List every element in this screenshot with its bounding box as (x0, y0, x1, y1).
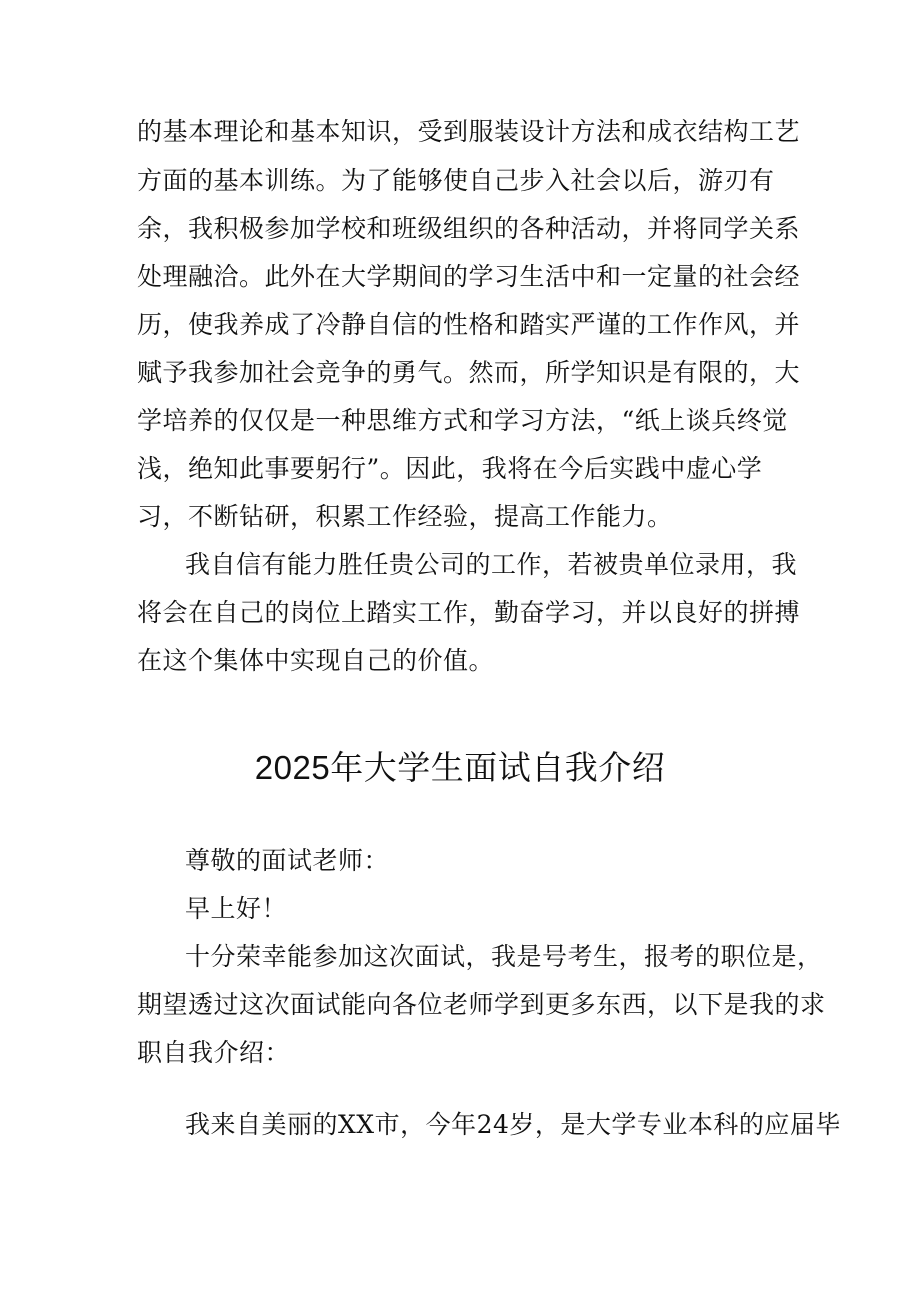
continuation-line-9: 习，不断钻研，积累工作经验，提高工作能力。 (137, 502, 673, 531)
intro-line-3: 职自我介绍： (137, 1038, 291, 1067)
continuation-line-2: 方面的基本训练。为了能够使自己步入社会以后，游刃有 (137, 166, 775, 195)
closing-line-3: 在这个集体中实现自己的价值。 (137, 646, 495, 675)
continuation-line-8: 浅，绝知此事要躬行”。因此，我将在今后实践中虚心学 (137, 454, 763, 483)
closing-line-1: 我自信有能力胜任贵公司的工作，若被贵单位录用，我 (185, 550, 798, 579)
continuation-line-5: 历，使我养成了冷静自信的性格和踏实严谨的工作作风，并 (137, 310, 801, 339)
last-line: 我来自美丽的XX市，今年24岁，是大学专业本科的应届毕 (185, 1110, 841, 1139)
intro-line-2: 期望透过这次面试能向各位老师学到更多东西，以下是我的求 (137, 990, 826, 1019)
continuation-line-1: 的基本理论和基本知识，受到服装设计方法和成衣结构工艺 (137, 117, 801, 146)
greeting: 早上好！ (185, 894, 288, 923)
continuation-line-3: 余，我积极参加学校和班级组织的各种活动，并将同学关系 (137, 214, 801, 243)
closing-line-2: 将会在自己的岗位上踏实工作，勤奋学习，并以良好的拼搏 (137, 598, 801, 627)
intro-line-1: 十分荣幸能参加这次面试，我是号考生，报考的职位是， (185, 942, 823, 971)
continuation-line-4: 处理融洽。此外在大学期间的学习生活中和一定量的社会经 (137, 262, 801, 291)
salutation: 尊敬的面试老师： (185, 846, 390, 875)
continuation-line-6: 赋予我参加社会竞争的勇气。然而，所学知识是有限的，大 (137, 358, 801, 387)
continuation-line-7: 学培养的仅仅是一种思维方式和学习方法，“纸上谈兵终觉 (137, 406, 788, 435)
document-title: 2025年大学生面试自我介绍 (254, 749, 666, 786)
